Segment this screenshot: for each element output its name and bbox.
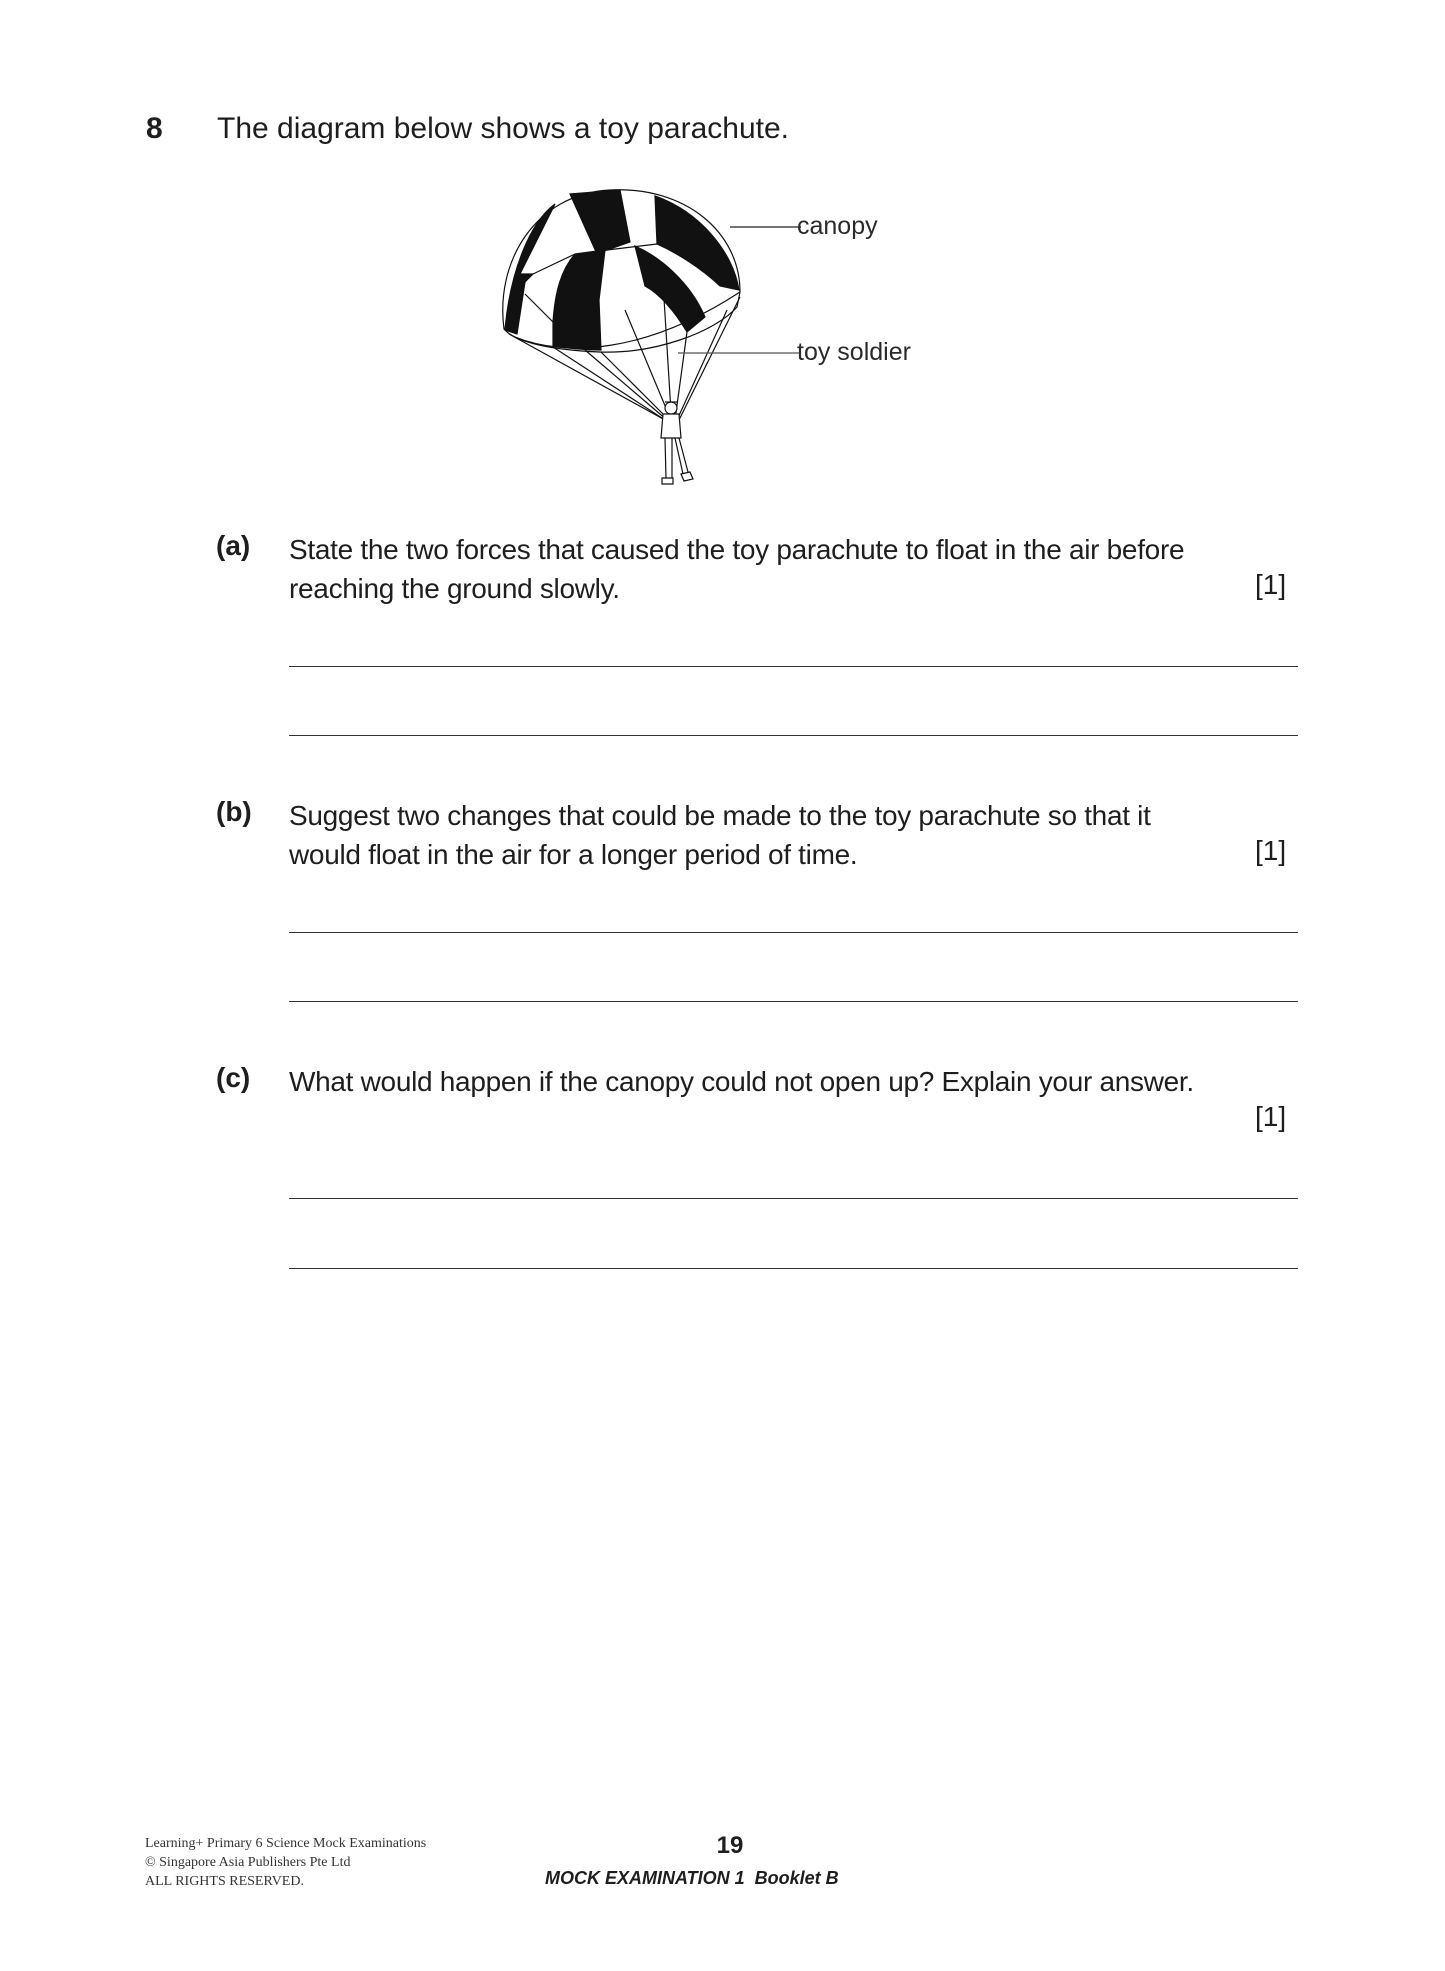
question-stem: The diagram below shows a toy parachute.	[217, 112, 789, 145]
answer-line-c-1[interactable]	[289, 1198, 1298, 1199]
answer-line-b-2[interactable]	[289, 1001, 1298, 1002]
publisher-info	[145, 1834, 426, 1891]
publisher-line-3: ALL RIGHTS RESERVED.	[145, 1874, 304, 1889]
part-b-text	[289, 796, 1297, 874]
question-number: 8	[146, 112, 163, 145]
publisher-line-2: © Singapore Asia Publishers Pte Ltd	[145, 1855, 351, 1870]
toy-soldier-label: toy soldier	[797, 338, 911, 366]
canopy-label: canopy	[797, 212, 878, 240]
answer-line-a-2[interactable]	[289, 735, 1298, 736]
part-a-label: (a)	[216, 530, 251, 561]
part-a-text	[289, 530, 1297, 608]
part-b-marks: [1]	[1255, 835, 1287, 866]
answer-line-b-1[interactable]	[289, 932, 1298, 933]
page-number: 19	[716, 1832, 744, 1859]
part-a-line-1: State the two forces that caused the toy parachute to float in the air before	[289, 534, 1185, 565]
part-c-label: (c)	[216, 1062, 251, 1093]
part-b-line-2: would float in the air for a longer period of time.	[289, 839, 858, 870]
part-a-marks: [1]	[1255, 569, 1287, 600]
publisher-line-1: Learning+ Primary 6 Science Mock Examinations	[145, 1836, 427, 1851]
answer-line-a-1[interactable]	[289, 666, 1298, 667]
parachute-diagram	[495, 182, 975, 502]
part-a-line-2: reaching the ground slowly.	[289, 573, 620, 604]
answer-line-c-2[interactable]	[289, 1268, 1298, 1269]
exam-title: MOCK EXAMINATION 1 Booklet B	[545, 1868, 839, 1888]
part-c-text	[289, 1062, 1297, 1101]
part-b-label: (b)	[216, 796, 252, 827]
part-c-marks: [1]	[1255, 1101, 1287, 1132]
part-c-line-1: What would happen if the canopy could not open up? Explain your answer.	[289, 1066, 1194, 1097]
part-b-line-1: Suggest two changes that could be made to the toy parachute so that it	[289, 800, 1151, 831]
